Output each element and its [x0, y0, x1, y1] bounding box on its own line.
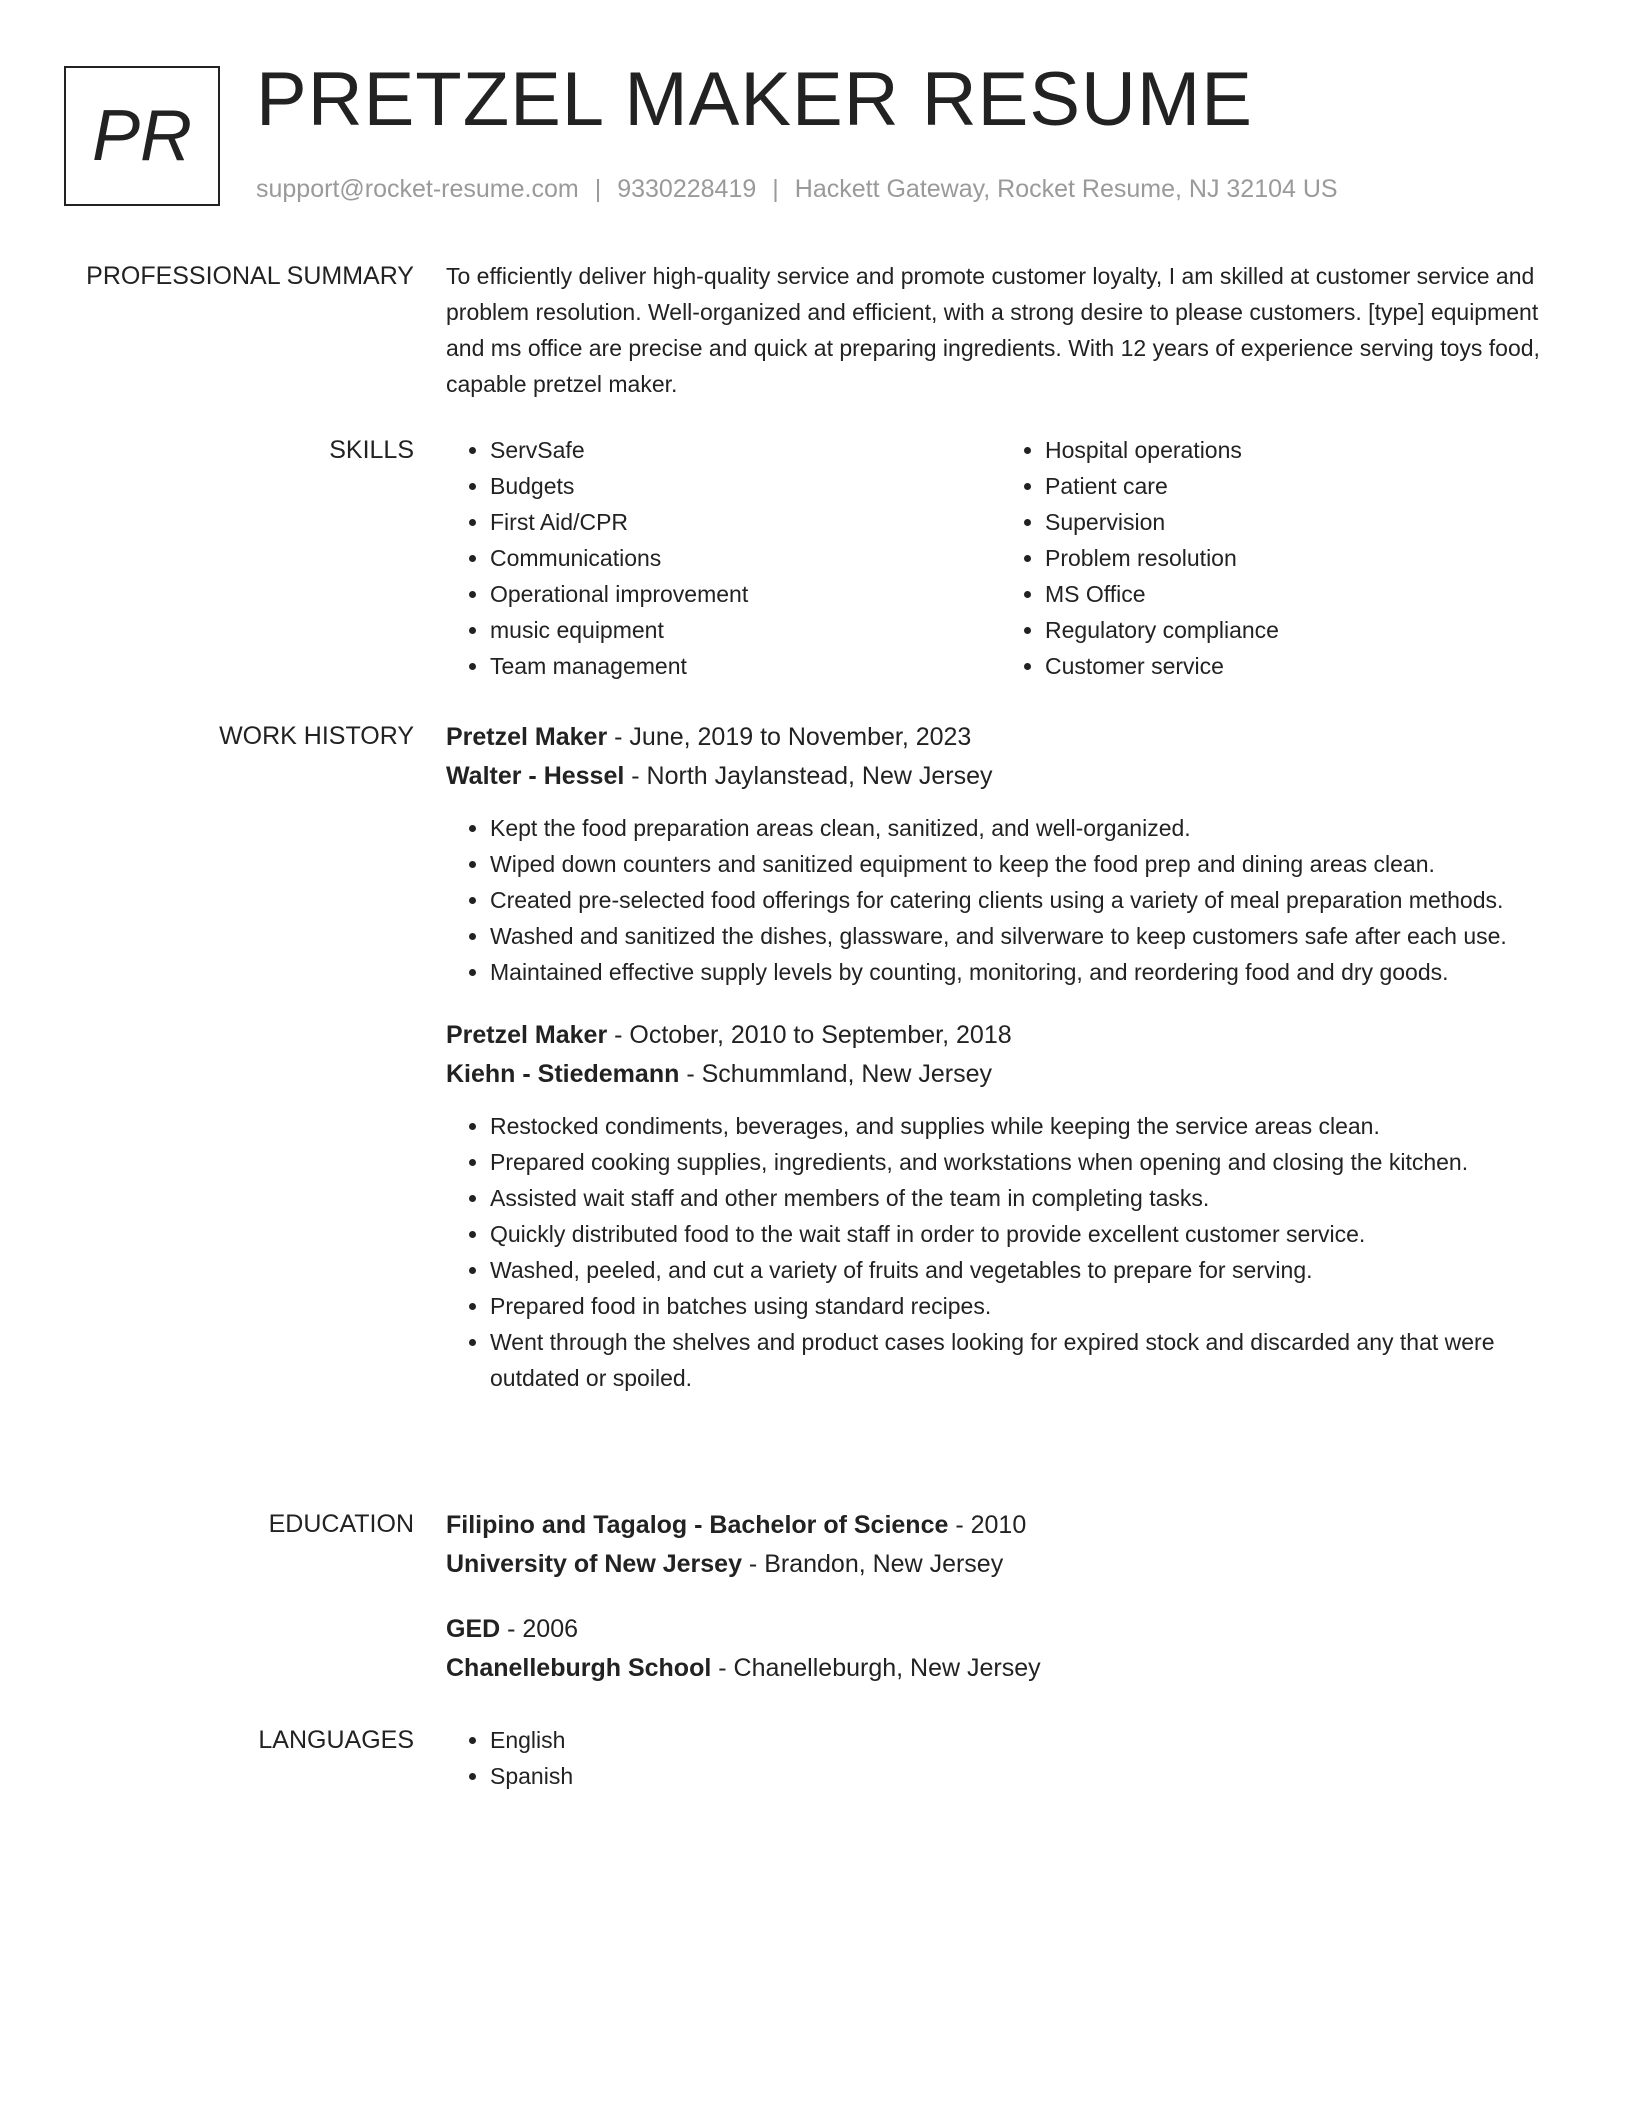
contact-separator: |: [594, 175, 602, 203]
contact-separator: |: [772, 175, 779, 203]
contact-email: support@rocket-resume.com: [256, 175, 579, 203]
job-title-line: [446, 1016, 1556, 1055]
contact-phone: 9330228419: [617, 175, 757, 203]
language-item: • Spanish: [490, 1758, 1556, 1794]
job-bullet: • Washed, peeled, and cut a variety of fruits and vegetables to prepare for serving.: [490, 1252, 1556, 1288]
job-company: Kiehn - Stiedemann: [446, 1060, 680, 1088]
resume-title: PRETZEL MAKER RESUME: [256, 57, 1253, 142]
monogram-logo: PR: [64, 66, 220, 206]
skill-item: • Budgets: [490, 468, 1001, 504]
skill-item: • Patient care: [1045, 468, 1556, 504]
education-degree-line: [446, 1610, 1556, 1649]
job-company: Walter - Hessel: [446, 762, 625, 790]
education-year: - 2010: [948, 1511, 1027, 1539]
job-bullet-list: [446, 810, 1556, 990]
education-school-line: [446, 1545, 1556, 1584]
education-entry: [446, 1506, 1556, 1584]
job-bullet: • Went through the shelves and product cases looking for expired stock and discarded any that were outdated or spoiled.: [490, 1324, 1556, 1396]
skill-item: • Regulatory compliance: [1045, 612, 1556, 648]
skill-item: • ServSafe: [490, 432, 1001, 468]
contact-line: [256, 175, 1338, 204]
job-location: - Schummland, New Jersey: [679, 1060, 992, 1088]
education-degree-line: [446, 1506, 1556, 1545]
job-bullet: • Quickly distributed food to the wait staff in order to provide excellent customer service.: [490, 1216, 1556, 1252]
job-title: Pretzel Maker: [446, 723, 608, 751]
language-item: • English: [490, 1722, 1556, 1758]
education-school: University of New Jersey: [446, 1550, 742, 1578]
skill-item: • Hospital operations: [1045, 432, 1556, 468]
job-title-line: [446, 718, 1556, 757]
education-location: - Brandon, New Jersey: [741, 1550, 1004, 1578]
job-bullet: • Prepared food in batches using standard recipes.: [490, 1288, 1556, 1324]
contact-address: Hackett Gateway, Rocket Resume, NJ 32104 US: [794, 175, 1338, 203]
summary-text: To efficiently deliver high-quality service and promote customer loyalty, I am skilled at customer service and problem resolution. Well-organized and efficient, with a strong desire to please customers. [type] equipment and ms office are precise and quick at preparing ingredients. With 12 years of experience serving toys food, capable pretzel maker.: [446, 263, 1540, 397]
skill-item: • Operational improvement: [490, 576, 1001, 612]
section-label: EDUCATION: [268, 1510, 414, 1538]
skill-item: • music equipment: [490, 612, 1001, 648]
job-bullet: • Restocked condiments, beverages, and supplies while keeping the service areas clean.: [490, 1108, 1556, 1144]
job-bullet: • Prepared cooking supplies, ingredients, and workstations when opening and closing the kitchen.: [490, 1144, 1556, 1180]
job-bullet-list: [446, 1108, 1556, 1396]
section-label: SKILLS: [329, 436, 414, 464]
education-location: - Chanelleburgh, New Jersey: [711, 1654, 1041, 1682]
job-bullet: • Washed and sanitized the dishes, glassware, and silverware to keep customers safe after each use.: [490, 918, 1556, 954]
education-entry: [446, 1610, 1556, 1688]
skills-list-right: [1001, 432, 1556, 684]
skill-item: • Communications: [490, 540, 1001, 576]
skill-item: • Supervision: [1045, 504, 1556, 540]
job-dates: - June, 2019 to November, 2023: [607, 723, 972, 751]
section-label: WORK HISTORY: [219, 722, 414, 750]
skill-item: • Team management: [490, 648, 1001, 684]
section-label: PROFESSIONAL SUMMARY: [86, 262, 414, 290]
job-company-line: [446, 757, 1556, 796]
job-company-line: [446, 1055, 1556, 1094]
job-bullet: • Created pre-selected food offerings for catering clients using a variety of meal preparation methods.: [490, 882, 1556, 918]
job-bullet: • Kept the food preparation areas clean, sanitized, and well-organized.: [490, 810, 1556, 846]
job-bullet: • Wiped down counters and sanitized equipment to keep the food prep and dining areas clean.: [490, 846, 1556, 882]
education-degree: Filipino and Tagalog - Bachelor of Science: [446, 1511, 949, 1539]
education-year: - 2006: [500, 1615, 579, 1643]
education-school-line: [446, 1649, 1556, 1688]
skill-item: • Customer service: [1045, 648, 1556, 684]
skill-item: • Problem resolution: [1045, 540, 1556, 576]
education-degree: GED: [446, 1615, 501, 1643]
job-entry: [446, 1016, 1556, 1396]
job-entry: [446, 718, 1556, 990]
languages-list: [446, 1722, 1556, 1794]
job-location: - North Jaylanstead, New Jersey: [624, 762, 993, 790]
job-dates: - October, 2010 to September, 2018: [607, 1021, 1012, 1049]
skill-item: • First Aid/CPR: [490, 504, 1001, 540]
skill-item: • MS Office: [1045, 576, 1556, 612]
job-title: Pretzel Maker: [446, 1021, 608, 1049]
job-bullet: • Maintained effective supply levels by counting, monitoring, and reordering food and dry goods.: [490, 954, 1556, 990]
job-bullet: • Assisted wait staff and other members of the team in completing tasks.: [490, 1180, 1556, 1216]
section-label: LANGUAGES: [258, 1726, 414, 1754]
skills-list-left: [446, 432, 1001, 684]
education-school: Chanelleburgh School: [446, 1654, 712, 1682]
